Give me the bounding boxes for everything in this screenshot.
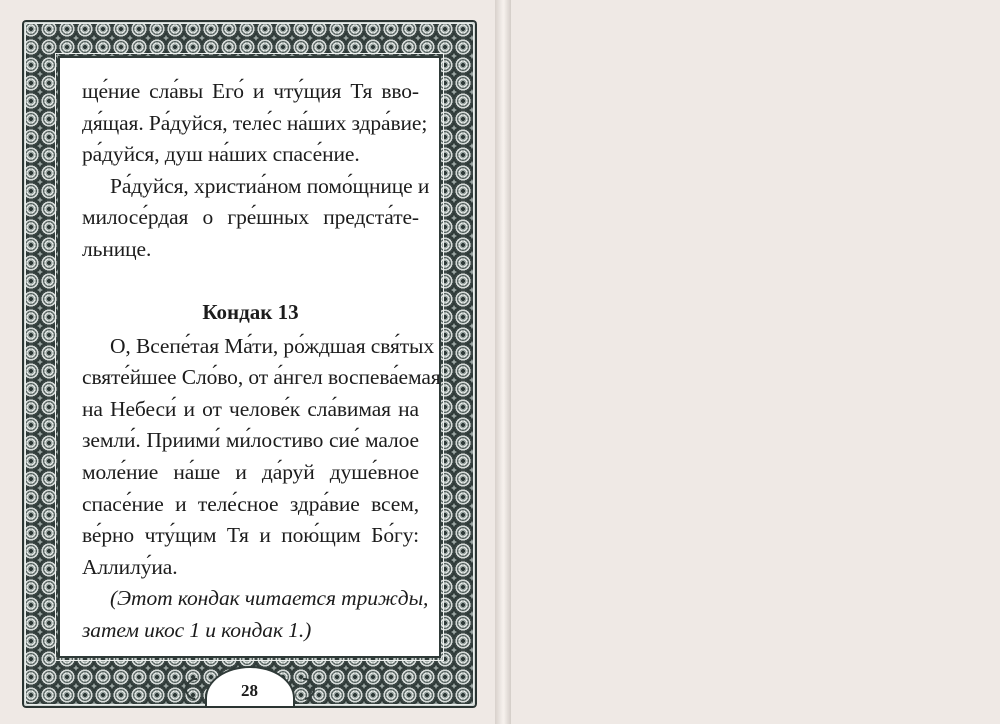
text-line: Ра́дуйся, христиа́ном помо́щнице и [110,173,430,198]
right-page [511,0,1000,724]
text-line: О, Всепе́тая Ма́ти, ро́ждшая свя́тых [110,333,435,358]
text-line: ра́дуйся, душ на́ших спасе́ние. [82,142,360,167]
kondak-heading: Кондак 13 [202,299,299,324]
left-text-panel [58,56,441,658]
text-line: милосе́рдая о гре́шных предста́те- [82,205,419,230]
text-line: Аллилу́иа. [82,554,178,579]
text-line: на Небеси́ и от челове́к сла́вимая на [82,396,419,421]
scroll-curl-icon [180,674,211,705]
text-line: спасе́ние и теле́сное здра́вие всем, [82,491,419,516]
left-page [0,0,497,724]
book-gutter [495,0,511,724]
ornamental-frame-left [22,20,477,708]
page-number: 28 [241,681,258,700]
note-line: (Этот кондак читается трижды, [110,586,429,611]
scroll-curl-icon [288,674,319,705]
note-line: затем икос 1 и кондак 1.) [82,617,312,642]
text-line: земли́. Приими́ ми́лостиво сие́ малое [82,428,419,453]
page-number-plate-left [205,666,295,706]
text-line: святе́йшее Сло́во, от а́нгел воспева́емая [82,365,441,390]
text-line: ще́ние сла́вы Его́ и чту́щия Тя вво- [82,79,419,103]
text-line: моле́ние на́ше и да́руй душе́вное [82,459,419,484]
text-line: льнице. [82,236,152,261]
text-line: ве́рно чту́щим Тя и пою́щим Бо́гу: [82,523,419,548]
text-line: дя́щая. Ра́дуйся, теле́с на́ших здра́вие; [82,110,428,135]
